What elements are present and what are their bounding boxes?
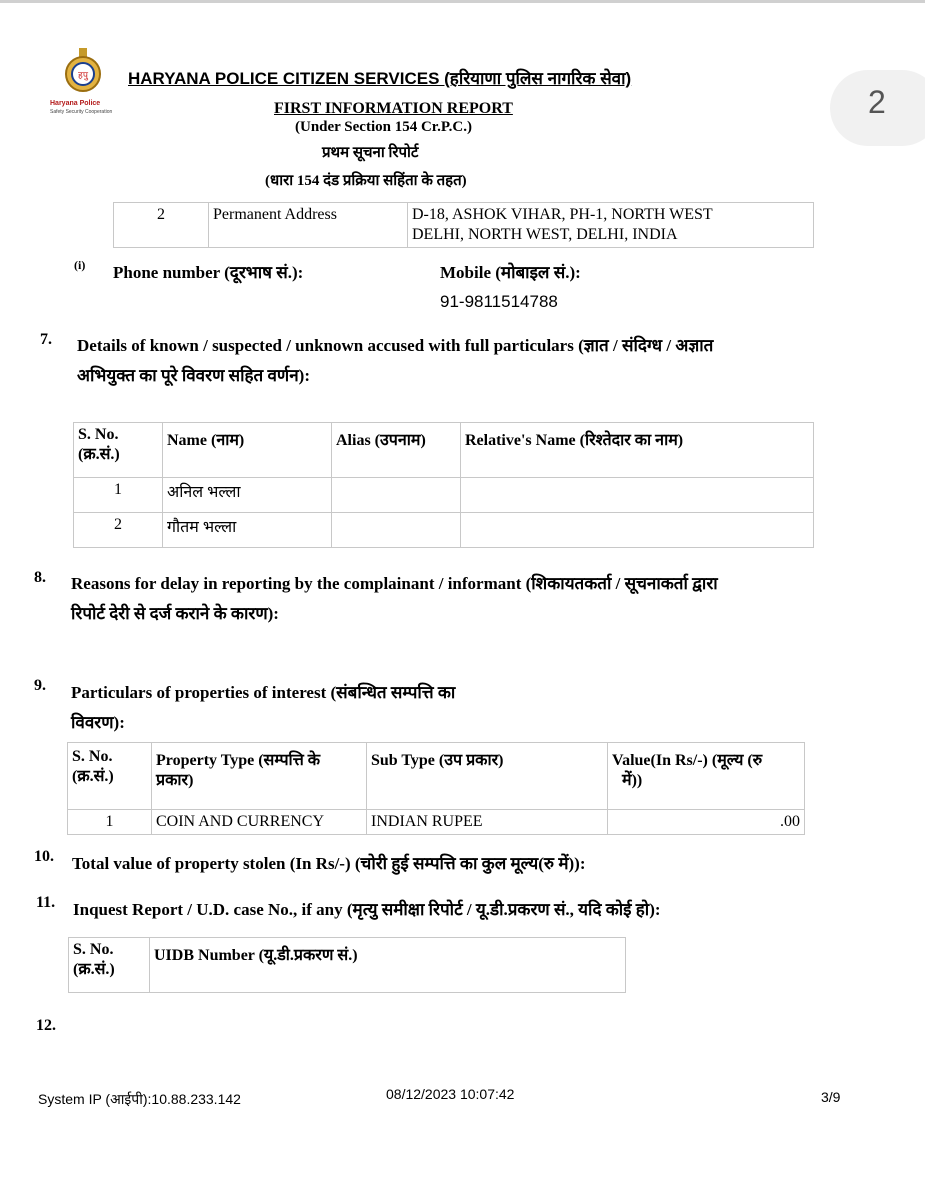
- section-9-number: 9.: [34, 677, 46, 694]
- section-10-number: 10.: [34, 848, 54, 865]
- report-title-hindi: प्रथम सूचना रिपोर्ट: [322, 145, 419, 161]
- footer-page-number: 3/9: [821, 1089, 841, 1105]
- phone-label: Phone number (दूरभाष सं.):: [113, 263, 304, 282]
- table-header-row: [74, 423, 814, 478]
- col-header-relative: Relative's Name (रिश्तेदार का नाम): [461, 423, 814, 478]
- col-header-sub-type: Sub Type (उप प्रकार): [367, 743, 608, 810]
- haryana-police-logo: [44, 46, 122, 120]
- section-7-number: 7.: [40, 331, 52, 348]
- col-header-sno-en: S. No.: [78, 426, 119, 443]
- property-value: .00: [608, 810, 805, 835]
- accused-table: [73, 422, 814, 548]
- col-header-value-line1: Value(In Rs/-) (मूल्य (रु: [612, 752, 763, 769]
- section-8-title-line1: Reasons for delay in reporting by the complainant / informant (शिकायतकर्ता / सूचनाकर्ता द्वारा: [71, 574, 718, 593]
- report-section: (Under Section 154 Cr.P.C.): [295, 119, 472, 135]
- section-7-title-line1: Details of known / suspected / unknown accused with full particulars (ज्ञात / संदिग्ध / अज्ञात: [77, 336, 714, 355]
- col-header-name: Name (नाम): [163, 423, 332, 478]
- section-11-number: 11.: [36, 894, 56, 911]
- table-header-row: [68, 743, 805, 810]
- section-10-title: Total value of property stolen (In Rs/-) (चोरी हुई सम्पत्ति का कुल मूल्य(रु में)):: [72, 854, 586, 873]
- mobile-value: 91-9811514788: [440, 292, 558, 311]
- property-sub-type: INDIAN RUPEE: [367, 810, 608, 835]
- col-header-sno-hi: (क्र.सं.): [73, 961, 115, 978]
- col-header-value: [608, 743, 805, 810]
- col-header-uidb: UIDB Number (यू.डी.प्रकरण सं.): [150, 938, 626, 993]
- col-header-sno: [74, 423, 163, 478]
- footer-datetime: 08/12/2023 10:07:42: [386, 1086, 515, 1102]
- table-row: [74, 513, 814, 548]
- accused-name: अनिल भल्ला: [163, 478, 332, 513]
- page-indicator-number: 2: [868, 84, 886, 120]
- accused-alias: [332, 513, 461, 548]
- col-header-sno-en: S. No.: [72, 748, 113, 765]
- col-header-property-type-line2: प्रकार): [156, 772, 194, 789]
- report-title: FIRST INFORMATION REPORT: [274, 100, 513, 117]
- section-8-number: 8.: [34, 569, 46, 586]
- col-header-alias: Alias (उपनाम): [332, 423, 461, 478]
- address-sno: 2: [114, 203, 209, 248]
- header-title: HARYANA POLICE CITIZEN SERVICES (हरियाणा पुलिस नागरिक सेवा): [128, 69, 632, 88]
- table-row: [114, 203, 814, 248]
- col-header-property-type: [152, 743, 367, 810]
- logo-motto: Safety Security Cooperation: [50, 109, 113, 115]
- section-9-title-line2: विवरण):: [71, 713, 125, 732]
- property-sno: 1: [68, 810, 152, 835]
- table-header-row: [69, 938, 626, 993]
- section-7-title-line2: अभियुक्त का पूरे विवरण सहित वर्णन):: [77, 366, 310, 385]
- section-8-title-line2: रिपोर्ट देरी से दर्ज कराने के कारण):: [71, 604, 279, 623]
- address-label: Permanent Address: [209, 203, 408, 248]
- col-header-sno: [69, 938, 150, 993]
- logo-text: Haryana Police: [50, 100, 101, 107]
- section-12-number: 12.: [36, 1017, 56, 1034]
- address-value-line1: D-18, ASHOK VIHAR, PH-1, NORTH WEST: [412, 206, 713, 223]
- col-header-sno-hi: (क्र.सं.): [78, 446, 120, 463]
- col-header-sno-hi: (क्र.सं.): [72, 768, 114, 785]
- top-border: [0, 0, 925, 3]
- col-header-sno: [68, 743, 152, 810]
- col-header-property-type-line1: Property Type (सम्पत्ति के: [156, 752, 321, 769]
- accused-name: गौतम भल्ला: [163, 513, 332, 548]
- table-row: [68, 810, 805, 835]
- page-indicator-badge: [830, 70, 925, 146]
- col-header-value-line2: में)): [622, 772, 643, 789]
- accused-alias: [332, 478, 461, 513]
- accused-sno: 2: [74, 513, 163, 548]
- table-row: [74, 478, 814, 513]
- accused-relative: [461, 478, 814, 513]
- accused-relative: [461, 513, 814, 548]
- report-section-hindi: (धारा 154 दंड प्रक्रिया सहिंता के तहत): [265, 173, 467, 189]
- address-value: [408, 203, 814, 248]
- address-value-line2: DELHI, NORTH WEST, DELHI, INDIA: [412, 226, 678, 243]
- logo-glyph: हपु: [78, 71, 88, 81]
- section-11-title: Inquest Report / U.D. case No., if any (मृत्यु समीक्षा रिपोर्ट / यू.डी.प्रकरण सं., यदि कोई हो):: [73, 900, 661, 919]
- property-type: COIN AND CURRENCY: [152, 810, 367, 835]
- section-9-title-line1: Particulars of properties of interest (संबन्धित सम्पत्ति का: [71, 683, 456, 702]
- property-table: [67, 742, 805, 835]
- mobile-label: Mobile (मोबाइल सं.):: [440, 263, 581, 282]
- inquest-table: [68, 937, 626, 993]
- footer-system-ip: System IP (आईपी):10.88.233.142: [38, 1091, 241, 1107]
- phone-marker: (i): [74, 258, 86, 272]
- address-table: [113, 202, 814, 248]
- accused-sno: 1: [74, 478, 163, 513]
- col-header-sno-en: S. No.: [73, 941, 114, 958]
